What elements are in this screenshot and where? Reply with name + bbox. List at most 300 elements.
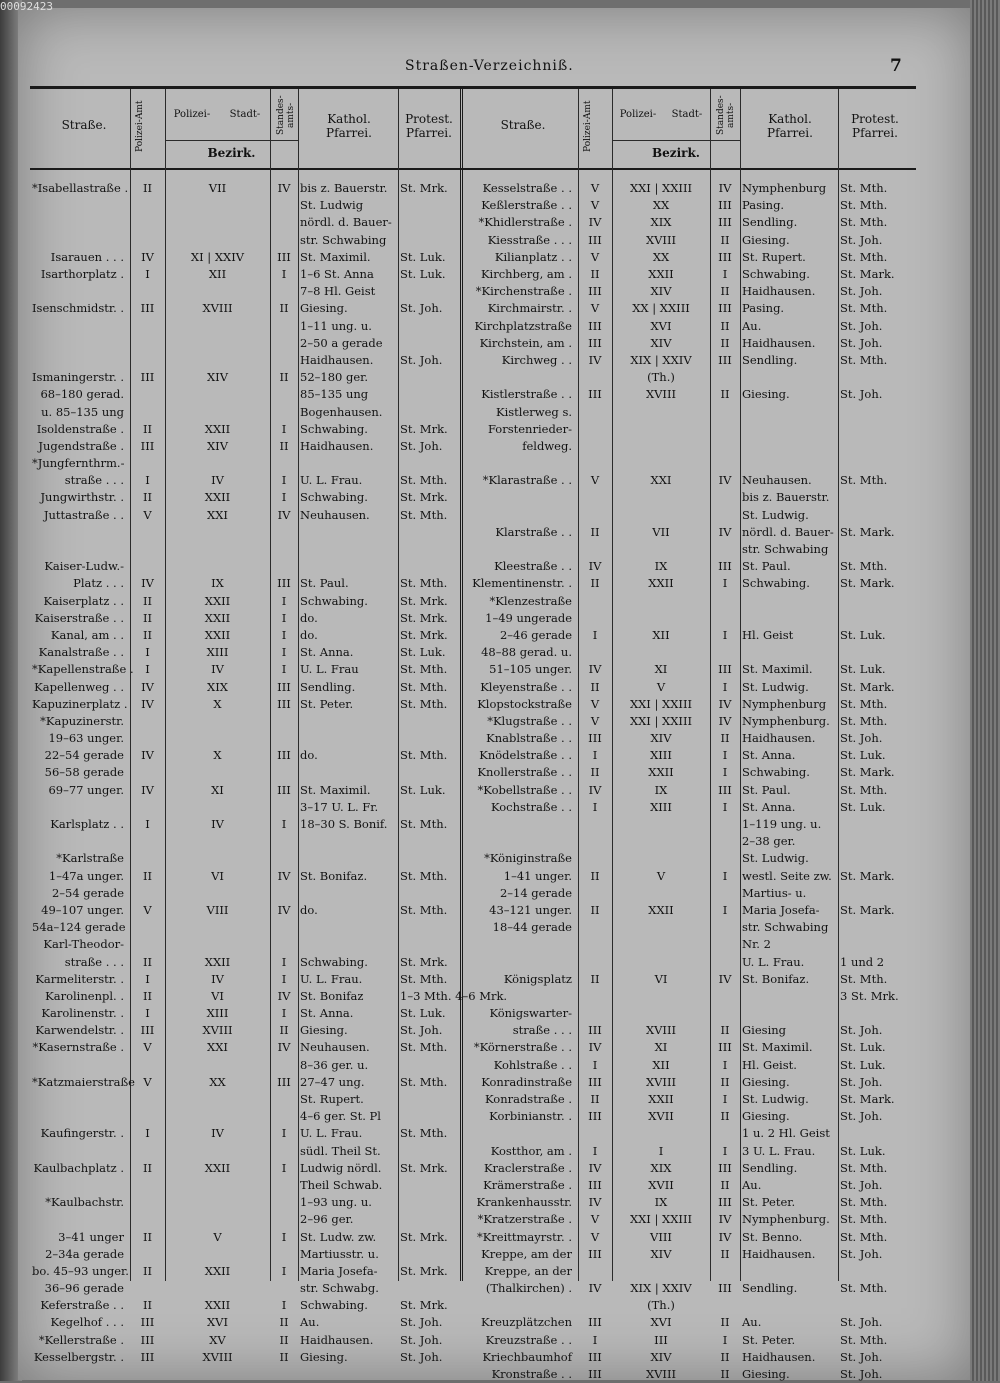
polizei-amt [130, 936, 165, 953]
standesamt: II [279, 1332, 289, 1347]
bezirk: XXI | XXIII [629, 181, 693, 196]
polizei-amt: IV [141, 748, 154, 763]
kathol-pfarrei: 1–93 ung. u. [300, 1195, 372, 1210]
table-row [30, 180, 460, 197]
bezirk: XVI [650, 318, 672, 333]
polizei-amt [130, 799, 165, 816]
street-name: Keferstraße . . [40, 1298, 124, 1313]
street-name [30, 214, 130, 231]
kathol-pfarrei: St. Rupert. [742, 249, 806, 264]
kathol-pfarrei: 1 u. 2 Hl. Geist [742, 1126, 830, 1141]
standesamt [710, 403, 740, 420]
standesamt: I [722, 267, 728, 282]
table-row [462, 833, 916, 850]
street-name: Karl-Theodor- [43, 937, 124, 952]
polizei-amt [130, 713, 165, 730]
kathol-pfarrei: Haidhausen. [300, 352, 374, 367]
polizei-amt: V [590, 696, 600, 711]
polizei-amt [130, 335, 165, 352]
table-row [30, 1349, 460, 1366]
standesamt: IV [277, 1040, 291, 1055]
street-name: Klementinenstr. . [472, 576, 572, 591]
table-row [30, 249, 460, 266]
kathol-pfarrei: bis z. Bauerstr. [742, 490, 830, 505]
kathol-pfarrei [740, 1263, 838, 1280]
table-row [462, 816, 916, 833]
protest-pfarrei [838, 593, 916, 610]
protest-pfarrei [398, 730, 460, 747]
kathol-pfarrei: str. Schwabing [742, 920, 829, 935]
standesamt [710, 455, 740, 472]
street-name: Kohlstraße . . [493, 1057, 572, 1072]
bezirk: IX [654, 1195, 668, 1210]
polizei-amt [130, 885, 165, 902]
bezirk [612, 403, 710, 420]
polizei-amt: III [140, 438, 155, 453]
protest-pfarrei [838, 421, 916, 438]
table-row [462, 610, 916, 627]
kathol-pfarrei: Haidhausen. [300, 1332, 374, 1347]
table-row [462, 352, 916, 369]
kathol-pfarrei: 3–17 U. L. Fr. [300, 799, 379, 814]
bezirk: XX [209, 1074, 226, 1089]
kathol-pfarrei: Schwabing. [742, 576, 810, 591]
protest-pfarrei [398, 197, 460, 214]
polizei-amt: IV [141, 696, 154, 711]
kathol-pfarrei: 3 U. L. Frau. [742, 1143, 816, 1158]
protest-pfarrei: 3 St. Mrk. [840, 988, 899, 1003]
polizei-amt: I [592, 748, 598, 763]
kathol-pfarrei: St. Ludwig. [742, 851, 809, 866]
running-head: Straßen-Verzeichniß. [405, 58, 574, 74]
bezirk [612, 833, 710, 850]
polizei-amt: II [142, 627, 153, 642]
polizei-amt: III [588, 1074, 602, 1089]
protest-pfarrei: St. Mth. [840, 1281, 888, 1296]
table-row [462, 1280, 916, 1297]
protest-pfarrei: 1 und 2 [840, 954, 885, 969]
table-row [30, 283, 460, 300]
standesamt: III [718, 249, 732, 264]
protest-pfarrei: St. Mrk. [400, 490, 448, 505]
table-row [462, 850, 916, 867]
street-name: Kreuzstraße . . [485, 1332, 572, 1347]
bezirk [612, 1263, 710, 1280]
protest-pfarrei: St. Mth. [840, 1229, 888, 1244]
header-polizei-amt-right: Polizei-Amt [583, 100, 593, 152]
table-row [30, 782, 460, 799]
kathol-pfarrei: St. Ludwig. [742, 679, 809, 694]
standesamt: I [281, 627, 287, 642]
polizei-amt [578, 421, 612, 438]
bezirk [165, 524, 270, 541]
standesamt [710, 1005, 740, 1022]
polizei-amt [130, 1211, 165, 1228]
street-name: Karlsplatz . . [50, 817, 124, 832]
street-name: Kiesstraße . . . [487, 232, 572, 247]
standesamt: II [720, 1074, 730, 1089]
street-name [30, 1108, 130, 1125]
standesamt [270, 1108, 298, 1125]
bezirk: XIV [650, 1246, 672, 1261]
bezirk [165, 283, 270, 300]
kathol-pfarrei [740, 455, 838, 472]
bezirk [165, 1057, 270, 1074]
protest-pfarrei [838, 1005, 916, 1022]
protest-pfarrei [838, 455, 916, 472]
polizei-amt: II [142, 1160, 153, 1175]
kathol-pfarrei [298, 833, 398, 850]
standesamt: I [281, 593, 287, 608]
kathol-pfarrei [740, 988, 838, 1005]
protest-pfarrei: St. Mth. [840, 198, 888, 213]
bezirk: XIV [650, 731, 672, 746]
table-row [30, 696, 460, 713]
protest-pfarrei [838, 644, 916, 661]
bezirk: VI [211, 868, 224, 883]
bezirk: XVIII [645, 1023, 677, 1038]
bezirk: V [656, 868, 666, 883]
standesamt: I [281, 1229, 287, 1244]
protest-pfarrei: St. Mth. [840, 713, 888, 728]
kathol-pfarrei [298, 919, 398, 936]
standesamt: I [281, 662, 287, 677]
page-edge-stack [970, 0, 1000, 1381]
kathol-pfarrei: Neuhausen. [300, 1040, 370, 1055]
protest-pfarrei [838, 936, 916, 953]
protest-pfarrei: St. Mth. [400, 662, 448, 677]
standesamt: I [722, 799, 728, 814]
polizei-amt [130, 919, 165, 936]
table-row [462, 1228, 916, 1245]
street-name: Kirchberg, am . [480, 267, 572, 282]
standesamt: I [722, 748, 728, 763]
table-row [462, 799, 916, 816]
bezirk: XXII [648, 902, 674, 917]
kathol-pfarrei: St. Peter. [300, 696, 354, 711]
street-name: Isenschmidstr. . [32, 301, 125, 316]
street-name: 1–41 unger. [503, 868, 572, 883]
protest-pfarrei: St. Mth. [840, 782, 888, 797]
street-name: Kistlerstraße . . [481, 387, 572, 402]
bezirk: VII [652, 524, 670, 539]
table-row [462, 1246, 916, 1263]
bezirk: XXII [204, 490, 231, 505]
header-bezirk-left: Bezirk. [207, 146, 256, 160]
bezirk: X [213, 748, 222, 763]
bezirk: VII [208, 181, 227, 196]
standesamt: I [281, 473, 287, 488]
bezirk: XIII [650, 799, 672, 814]
polizei-amt [578, 1005, 612, 1022]
street-name: 1–47a unger. [48, 868, 124, 883]
bezirk [612, 455, 710, 472]
street-name: *Isabellastraße . [32, 181, 129, 196]
protest-pfarrei: St. Joh. [840, 1367, 883, 1382]
protest-pfarrei: St. Luk. [400, 249, 446, 264]
standesamt [710, 507, 740, 524]
kathol-pfarrei: Au. [742, 318, 762, 333]
polizei-amt: I [592, 799, 598, 814]
standesamt: I [722, 679, 728, 694]
bezirk: XIV [650, 335, 672, 350]
standesamt [710, 1263, 740, 1280]
street-name: Konradstraße . [484, 1092, 572, 1107]
standesamt: I [281, 1006, 287, 1021]
protest-pfarrei [398, 1211, 460, 1228]
street-name: 22–54 gerade [44, 748, 124, 763]
polizei-amt: V [590, 713, 600, 728]
table-row [30, 1263, 460, 1280]
standesamt: III [718, 198, 732, 213]
kathol-pfarrei: St. Rupert. [300, 1092, 364, 1107]
bezirk [612, 953, 710, 970]
table-row [462, 335, 916, 352]
protest-pfarrei: St. Mth. [840, 1332, 888, 1347]
kathol-pfarrei: nördl. d. Bauer- [742, 524, 834, 539]
street-name [462, 1297, 578, 1314]
protest-pfarrei [838, 403, 916, 420]
polizei-amt [578, 593, 612, 610]
standesamt: II [720, 387, 730, 402]
table-row [30, 1194, 460, 1211]
polizei-amt: IV [588, 782, 602, 797]
standesamt: IV [718, 713, 732, 728]
kathol-pfarrei: do. [300, 748, 318, 763]
standesamt: II [720, 1367, 730, 1382]
protest-pfarrei [838, 369, 916, 386]
kathol-pfarrei: U. L. Frau [300, 662, 359, 677]
table-row [462, 1022, 916, 1039]
polizei-amt: I [592, 1332, 598, 1347]
standesamt: IV [718, 696, 732, 711]
polizei-amt: IV [141, 679, 154, 694]
standesamt: I [281, 421, 287, 436]
kathol-pfarrei: Haidhausen. [742, 731, 816, 746]
bezirk [165, 403, 270, 420]
kathol-pfarrei: St. Maximil. [742, 662, 813, 677]
table-row [462, 403, 916, 420]
bezirk: XXII [204, 1298, 231, 1313]
table-row [30, 1314, 460, 1331]
table-row [30, 214, 460, 231]
bezirk [612, 885, 710, 902]
protest-pfarrei: St. Mark. [840, 902, 895, 917]
protest-pfarrei: St. Joh. [840, 232, 883, 247]
polizei-amt: III [140, 1023, 155, 1038]
protest-pfarrei [398, 524, 460, 541]
street-name [462, 489, 578, 506]
bezirk [165, 850, 270, 867]
polizei-amt [130, 352, 165, 369]
bezirk [165, 1177, 270, 1194]
standesamt [710, 421, 740, 438]
polizei-amt: III [588, 232, 602, 247]
table-row [30, 799, 460, 816]
protest-pfarrei [398, 1091, 460, 1108]
protest-pfarrei: St. Mrk. [400, 1263, 448, 1278]
protest-pfarrei: St. Mark. [840, 765, 895, 780]
standesamt [270, 1194, 298, 1211]
standesamt [270, 283, 298, 300]
kathol-pfarrei: Ludwig nördl. [300, 1160, 382, 1175]
street-name: 56–58 gerade [44, 765, 124, 780]
protest-pfarrei [398, 1057, 460, 1074]
table-row [462, 713, 916, 730]
polizei-amt: II [142, 421, 153, 436]
table-row [462, 1005, 916, 1022]
protest-pfarrei [838, 1125, 916, 1142]
bezirk: XXII [648, 765, 674, 780]
standesamt: I [281, 490, 287, 505]
standesamt [270, 1057, 298, 1074]
polizei-amt: I [145, 662, 150, 677]
protest-pfarrei: St. Mth. [840, 696, 888, 711]
kathol-pfarrei: Haidhausen. [300, 438, 374, 453]
bezirk [612, 421, 710, 438]
polizei-amt: IV [141, 249, 154, 264]
street-name: 3–41 unger [58, 1229, 124, 1244]
table-row [462, 575, 916, 592]
street-name [30, 524, 130, 541]
kathol-pfarrei: 1–11 ung. u. [300, 318, 372, 333]
polizei-amt [130, 232, 165, 249]
polizei-amt: I [145, 645, 150, 660]
bezirk: IV [211, 662, 224, 677]
standesamt: II [279, 301, 289, 316]
standesamt: I [722, 627, 728, 642]
table-row [462, 1349, 916, 1366]
kathol-pfarrei [740, 1005, 838, 1022]
street-name: *Klarastraße . . [482, 473, 572, 488]
kathol-pfarrei: 1–119 ung. u. [742, 817, 822, 832]
street-name: Knollerstraße . . [477, 765, 572, 780]
kathol-pfarrei: 18–30 S. Bonif. [300, 817, 388, 832]
polizei-amt: III [588, 1177, 602, 1192]
standesamt [270, 919, 298, 936]
kathol-pfarrei [740, 610, 838, 627]
polizei-amt: III [140, 1349, 155, 1364]
bezirk: XI | XXIV [190, 249, 245, 264]
polizei-amt: V [590, 1212, 600, 1227]
kathol-pfarrei: Sendling. [742, 1281, 798, 1296]
protest-pfarrei: St. Luk. [400, 1006, 446, 1021]
bezirk: (Th.) [647, 1298, 675, 1313]
bezirk: XIX | XXIV [630, 1281, 692, 1296]
table-row [30, 575, 460, 592]
standesamt: II [720, 1349, 730, 1364]
polizei-amt [578, 1297, 612, 1314]
kathol-pfarrei: do. [300, 902, 318, 917]
table-row [30, 885, 460, 902]
standesamt [270, 541, 298, 558]
street-name: Kistlerweg s. [496, 404, 572, 419]
kathol-pfarrei: Schwabing. [300, 954, 368, 969]
street-name: *Katzmaierstraße [32, 1074, 135, 1089]
bezirk [165, 764, 270, 781]
street-name: Jungwirthstr. . [40, 490, 124, 505]
protest-pfarrei: St. Joh. [400, 1349, 443, 1364]
street-name [30, 335, 130, 352]
bezirk-subrule-left [165, 140, 298, 141]
protest-pfarrei: St. Mark. [840, 1092, 895, 1107]
standesamt: I [281, 1160, 287, 1175]
table-row [30, 610, 460, 627]
table-row [30, 868, 460, 885]
polizei-amt: II [590, 765, 600, 780]
standesamt [710, 988, 740, 1005]
polizei-amt: II [142, 1263, 153, 1278]
kathol-pfarrei: Schwabing. [300, 490, 368, 505]
street-name: *Kellerstraße . [38, 1332, 124, 1347]
table-row [462, 455, 916, 472]
table-row [30, 644, 460, 661]
top-rule [30, 86, 916, 89]
table-row [30, 335, 460, 352]
street-name: Kirchweg . . [501, 352, 572, 367]
protest-pfarrei: St. Joh. [840, 335, 883, 350]
standesamt: I [281, 1263, 287, 1278]
standesamt [710, 541, 740, 558]
protest-pfarrei [398, 713, 460, 730]
polizei-amt: II [590, 679, 600, 694]
table-row [462, 1263, 916, 1280]
table-row [462, 678, 916, 695]
polizei-amt: I [145, 267, 150, 282]
standesamt [270, 335, 298, 352]
bezirk: XXII [204, 1263, 231, 1278]
table-row [462, 438, 916, 455]
protest-pfarrei: St. Mth. [400, 902, 448, 917]
table-row [30, 1332, 460, 1349]
street-name: *Königinstraße [484, 851, 572, 866]
standesamt: II [720, 1315, 730, 1330]
bezirk [165, 318, 270, 335]
table-row [462, 971, 916, 988]
protest-pfarrei: St. Joh. [400, 438, 443, 453]
street-name [30, 833, 130, 850]
protest-pfarrei: St. Joh. [840, 1023, 883, 1038]
protest-pfarrei: St. Mth. [840, 249, 888, 264]
standesamt [270, 455, 298, 472]
standesamt [710, 489, 740, 506]
street-name: 49–107 unger. [41, 902, 124, 917]
polizei-amt: V [143, 1040, 152, 1055]
street-name [30, 1211, 130, 1228]
street-name [30, 197, 130, 214]
street-name: Kraclerstraße . [483, 1160, 572, 1175]
bezirk: XVIII [202, 1023, 233, 1038]
table-row [462, 1194, 916, 1211]
standesamt: III [277, 1074, 291, 1089]
table-row [30, 627, 460, 644]
standesamt [710, 1125, 740, 1142]
table-row [462, 627, 916, 644]
street-name: *Jungfernthrm.- [32, 456, 125, 471]
bezirk: XIV [206, 438, 229, 453]
bezirk: XI [654, 662, 668, 677]
standesamt: III [718, 1281, 732, 1296]
polizei-amt: IV [588, 1160, 602, 1175]
street-name: *Kirchenstraße . [475, 284, 572, 299]
header-standesamt-left: Standes-amts- [276, 95, 296, 135]
street-name: Isarthorplatz . [40, 267, 124, 282]
protest-pfarrei: St. Luk. [840, 1040, 886, 1055]
polizei-amt [130, 764, 165, 781]
street-name: Kesselbergstr. . [33, 1349, 124, 1364]
table-row [30, 352, 460, 369]
polizei-amt [578, 936, 612, 953]
